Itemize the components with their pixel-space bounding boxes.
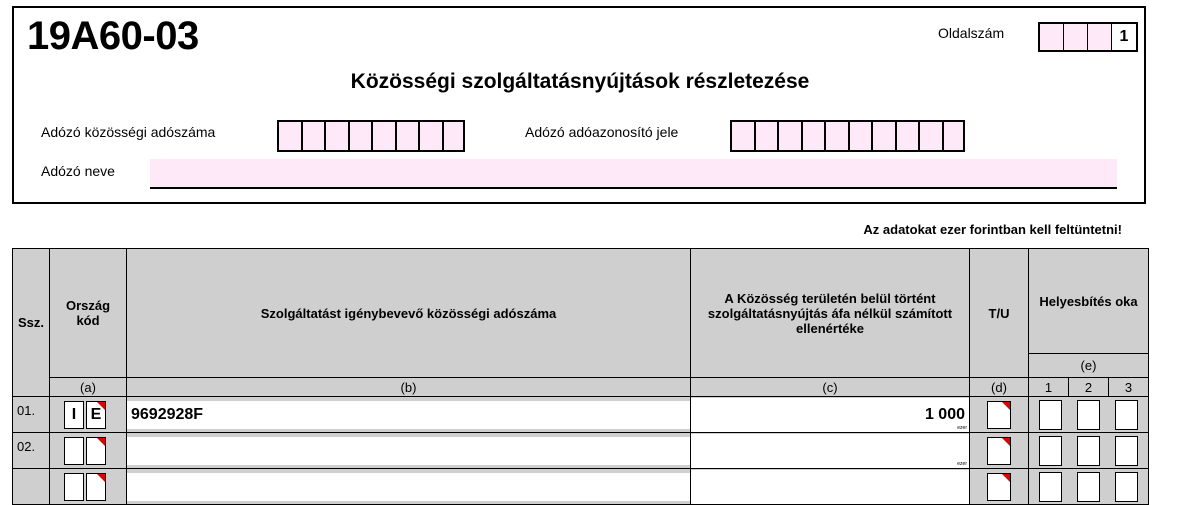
tax-id-label: Adózó adóazonosító jele	[525, 124, 679, 140]
country-code-char[interactable]	[86, 437, 106, 465]
community-tax-id-field[interactable]	[277, 120, 465, 152]
value-field[interactable]	[691, 398, 969, 432]
country-code-field[interactable]	[64, 401, 126, 429]
reason-3-checkbox[interactable]	[1115, 436, 1138, 466]
col-b-label: (b)	[127, 378, 691, 397]
col-tu-header: T/U	[970, 249, 1029, 378]
row-number: 02.	[13, 433, 50, 469]
recipient-tax-id-field[interactable]	[127, 437, 690, 465]
row-number: 01.	[13, 397, 50, 433]
reason-3-checkbox[interactable]	[1115, 472, 1138, 502]
currency-note: Az adatokat ezer forintban kell feltüntetni!	[863, 222, 1122, 237]
col-value-header: A Közösség területén belül történt szolgáltatásnyújtás áfa nélkül számított ellenértéke	[691, 249, 970, 378]
recipient-tax-id-field[interactable]: 9692928F	[127, 401, 690, 429]
country-code-field[interactable]	[64, 473, 126, 501]
table-row	[13, 469, 1149, 505]
reason-1-checkbox[interactable]	[1039, 472, 1062, 502]
value-field[interactable]	[691, 434, 969, 468]
col-recipient-header: Szolgáltatást igénybevevő közösségi adószáma	[127, 249, 691, 378]
col-e2-label: 2	[1069, 378, 1109, 397]
col-e1-label: 1	[1029, 378, 1069, 397]
reason-3-checkbox[interactable]	[1115, 400, 1138, 430]
reason-1-checkbox[interactable]	[1039, 436, 1062, 466]
page-number-field[interactable]	[1038, 22, 1138, 52]
col-country-header: Ország kód	[50, 249, 127, 378]
reason-2-checkbox[interactable]	[1077, 400, 1100, 430]
country-code-field[interactable]	[64, 437, 126, 465]
col-a-label: (a)	[50, 378, 127, 397]
unit-label: ezer	[957, 424, 967, 431]
country-code-char[interactable]	[64, 437, 84, 465]
col-e3-label: 3	[1109, 378, 1149, 397]
services-table	[12, 248, 1149, 505]
reason-1-checkbox[interactable]	[1039, 400, 1062, 430]
country-code-char[interactable]: I	[64, 401, 84, 429]
name-label: Adózó neve	[41, 163, 115, 179]
row-number	[13, 469, 50, 505]
page-title: Közösségi szolgáltatásnyújtások részletezése	[350, 70, 810, 93]
recipient-tax-id-field[interactable]	[127, 473, 690, 501]
tu-field[interactable]	[987, 401, 1011, 429]
value-field[interactable]	[691, 470, 969, 504]
value-amount: 1 000	[924, 405, 965, 423]
community-tax-id-label: Adózó közösségi adószáma	[41, 124, 216, 140]
col-e-label: (e)	[1029, 354, 1149, 378]
col-reason-header: Helyesbítés oka	[1029, 249, 1149, 354]
col-ssz-header: Ssz.	[13, 249, 50, 397]
form-id: 19A60-03	[27, 14, 199, 58]
country-code-char[interactable]: E	[86, 401, 106, 429]
table-row	[13, 433, 1149, 469]
tu-field[interactable]	[987, 473, 1011, 501]
page-number-value: 1	[1112, 24, 1136, 50]
country-code-char[interactable]	[64, 473, 84, 501]
reason-2-checkbox[interactable]	[1077, 436, 1100, 466]
page-number-label: Oldalszám	[938, 25, 1005, 41]
tu-field[interactable]	[987, 437, 1011, 465]
unit-label: ezer	[957, 460, 967, 467]
col-c-label: (c)	[691, 378, 970, 397]
reason-2-checkbox[interactable]	[1077, 472, 1100, 502]
table-row	[13, 397, 1149, 433]
col-d-label: (d)	[970, 378, 1029, 397]
name-field[interactable]	[150, 159, 1117, 189]
tax-id-field[interactable]	[730, 120, 965, 152]
country-code-char[interactable]	[86, 473, 106, 501]
